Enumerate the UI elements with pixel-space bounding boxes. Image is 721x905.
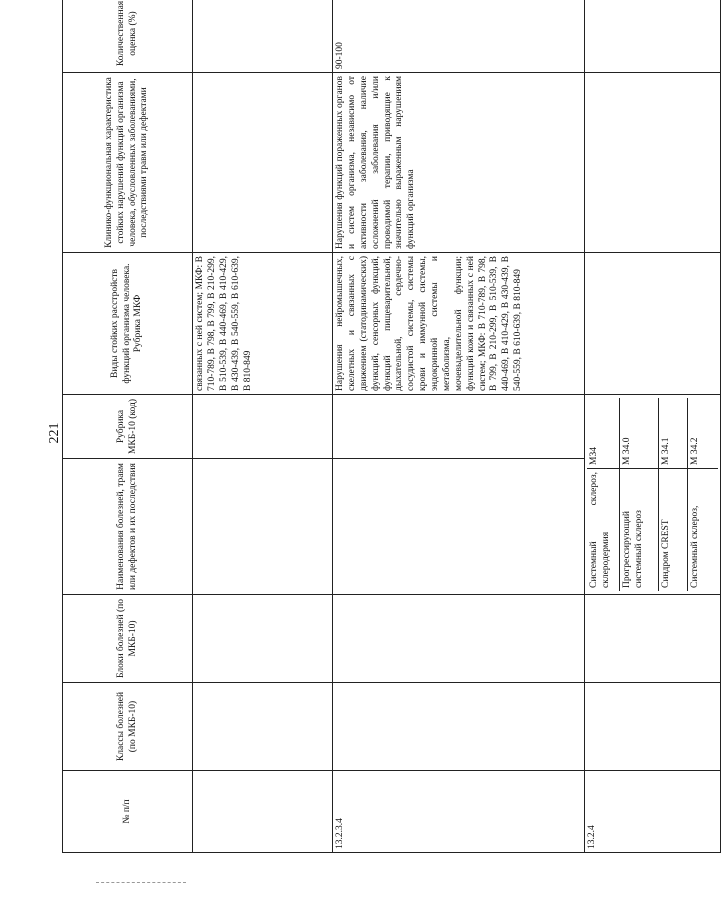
disease-name: Прогрессирующий системный склероз: [622, 510, 644, 588]
header-blocks: Блоки болезней (по МКБ-10): [63, 595, 193, 683]
disease-code: M34: [587, 398, 619, 469]
rotated-table-container: [62, 0, 700, 853]
table-row: [585, 0, 721, 853]
disease-item: [688, 398, 718, 591]
disease-item: [587, 398, 620, 591]
page-number: 221: [47, 422, 62, 444]
cell-class: [585, 683, 721, 771]
disease-list: [587, 398, 718, 591]
cell-block: [333, 595, 585, 683]
table-row: [193, 0, 333, 853]
cell-class: [193, 683, 333, 771]
cell-class: [333, 683, 585, 771]
table-row: [333, 0, 585, 853]
cell-name: [333, 459, 585, 595]
disease-name: Системный склероз, склеродермия: [589, 472, 611, 588]
disease-code: M 34.2: [688, 398, 718, 469]
cell-percent: 90-100: [333, 0, 585, 73]
cell-violations: связанных с ней систем; МКФ: В 710-789, В 798, В 799, В 210-299, В 510-539, В 440-469, В 410-429, В 430-439, В 540-559, В 610-639, В 810-849: [193, 253, 333, 395]
disease-name: Синдром CREST: [661, 519, 671, 588]
cell-num: [193, 771, 333, 853]
disease-item: [620, 398, 659, 591]
header-num: № п/п: [63, 771, 193, 853]
cell-violations: [585, 253, 721, 395]
cell-percent: [585, 0, 721, 73]
disease-code: M 34.0: [620, 398, 658, 469]
cell-name: [193, 459, 333, 595]
header-classes: Классы болезней (по МКБ-10): [63, 683, 193, 771]
cell-clinical: [585, 73, 721, 253]
cell-code: [193, 395, 333, 459]
cell-clinical: [193, 73, 333, 253]
header-violations: Виды стойких расстройств функций организма человека. Рубрика МКФ: [63, 253, 193, 395]
cell-block: [193, 595, 333, 683]
cell-violations: Нарушения нейромышечных, скелетных и связанных с движением (статодинамических) функций, сенсорных функций, функций пищеварительной, дыхательной, сердечно-сосудистой системы, системы крови и иммунной системы, эндокринной системы и метаболизма, мочевыделительной функции; функций кожи и связанных с ней систем; МКФ: В 710-789, В 798, В 799, В 210-299, В 510-539, В 440-469, В 410-429, В 430-439, В 540-559, В 610-639, В 810-849: [333, 253, 585, 395]
cell-num: 13.2.3.4: [333, 771, 585, 853]
disease-code: M 34.1: [659, 398, 687, 469]
cell-diseases-group: [585, 395, 721, 595]
header-clinical: Клинико-функциональная характеристика стойких нарушений функций организма человека, обусловленных заболеваниями, последствиями травм или дефектами: [63, 73, 193, 253]
disease-name: Системный склероз,: [690, 505, 700, 588]
footer-scan-mark: [96, 882, 186, 884]
header-names: Наименования болезней, травм или дефектов и их последствия: [63, 459, 193, 595]
header-code: Рубрика МКБ-10 (код): [63, 395, 193, 459]
cell-code: [333, 395, 585, 459]
table-header-row: [63, 0, 193, 853]
cell-clinical: Нарушения функций пораженных органов и систем организма, независимо от активности заболевания, наличие осложнений заболевания и/или проводимой терапии, приводящие к значительно выраженным нарушениям функций организма: [333, 73, 585, 253]
cell-block: [585, 595, 721, 683]
cell-num: 13.2.4: [585, 771, 721, 853]
disease-item: [659, 398, 688, 591]
disability-criteria-table: [62, 0, 721, 853]
cell-percent: [193, 0, 333, 73]
header-percent: Количественная оценка (%): [63, 0, 193, 73]
